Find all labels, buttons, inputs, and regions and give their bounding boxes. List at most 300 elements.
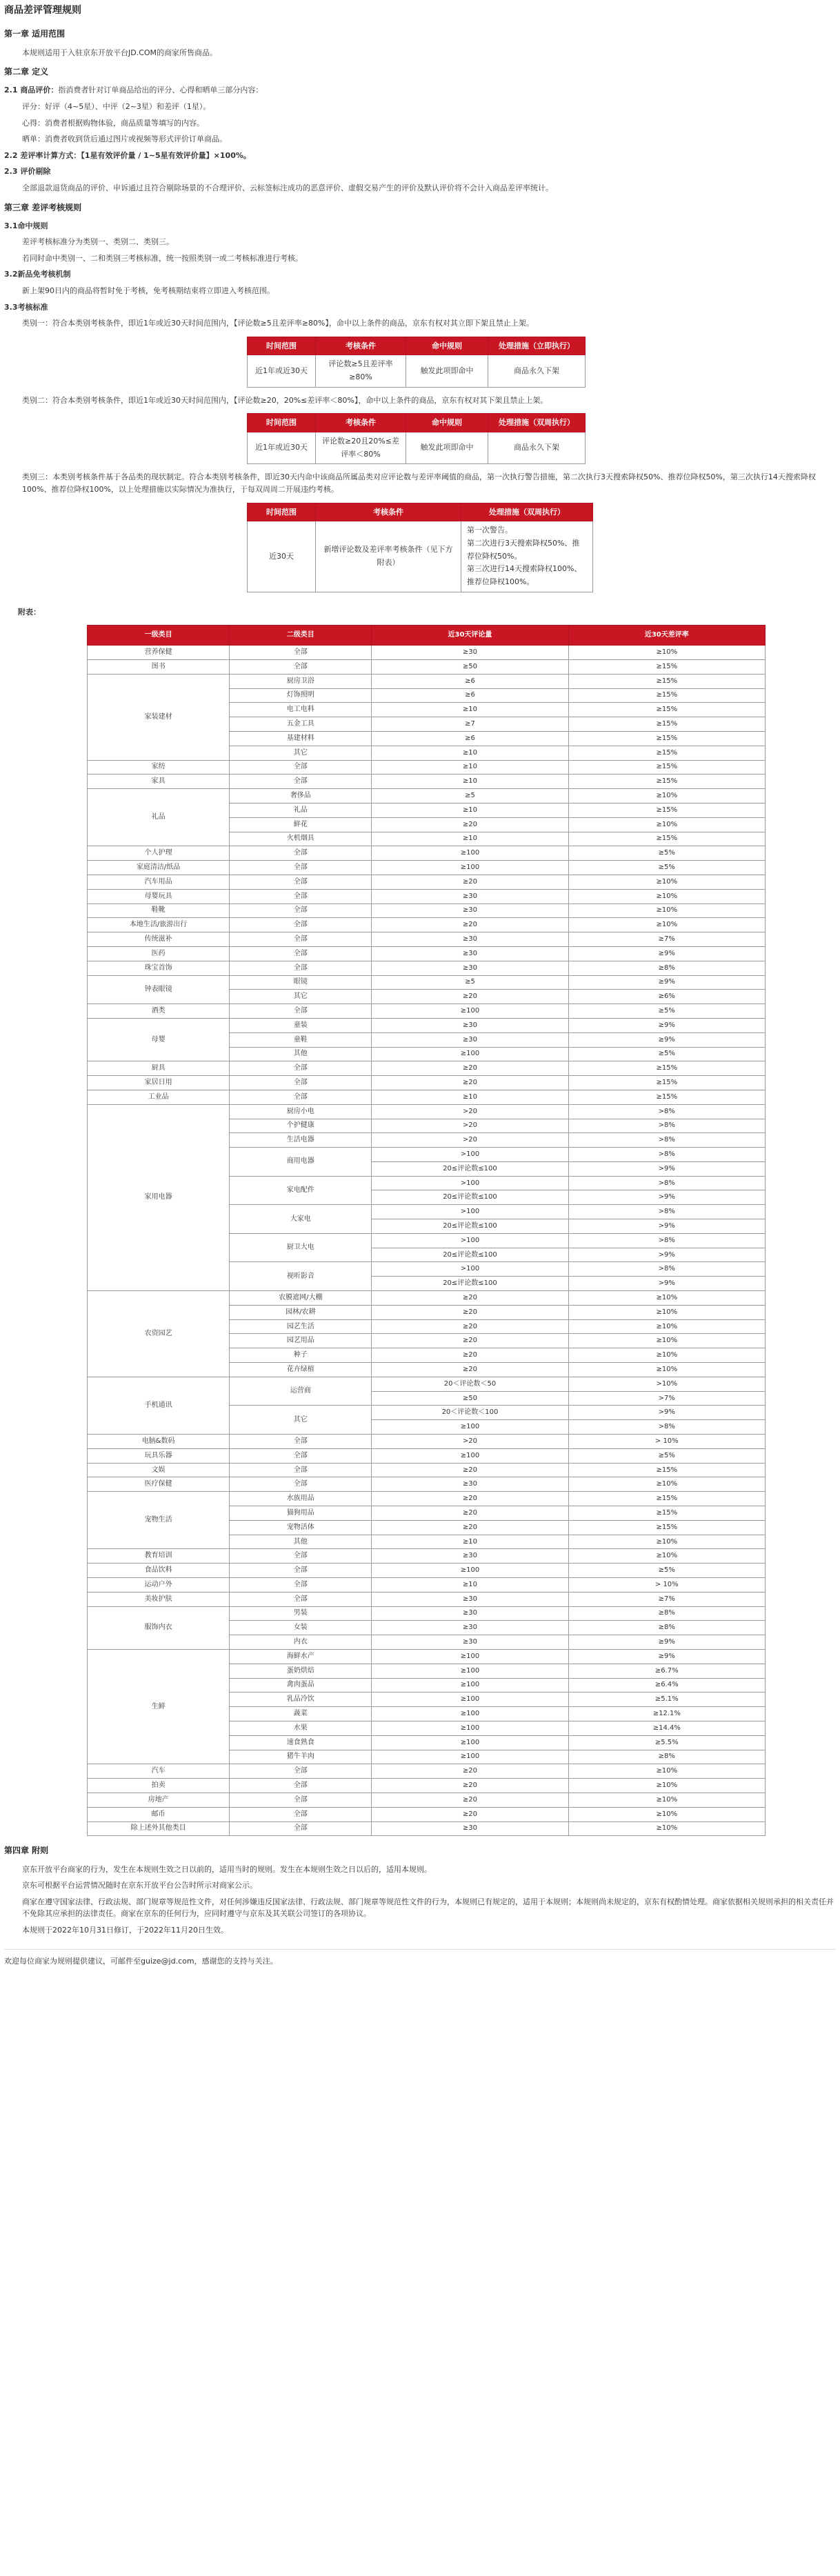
review-count-threshold: ≥20 [372, 1348, 568, 1363]
negative-rate-threshold: ≥10% [568, 918, 765, 932]
table-row [88, 1649, 766, 1664]
negative-rate-threshold: >7% [568, 1391, 765, 1406]
negative-rate-threshold: ≥5% [568, 846, 765, 861]
category-level-2: 全部 [230, 1807, 372, 1821]
category-level-1: 家装建材 [88, 674, 230, 760]
negative-rate-threshold: ≥9% [568, 975, 765, 990]
negative-rate-threshold: ≥10% [568, 889, 765, 903]
review-count-threshold: ≥20 [372, 1793, 568, 1807]
negative-rate-threshold: ≥10% [568, 789, 765, 803]
negative-rate-threshold: >10% [568, 1377, 765, 1391]
review-count-threshold: ≥100 [372, 1448, 568, 1463]
negative-rate-threshold: >8% [568, 1176, 765, 1190]
negative-rate-threshold: ≥15% [568, 1061, 765, 1076]
table-row [88, 846, 766, 861]
table-row [88, 1606, 766, 1621]
category-level-2: 全部 [230, 775, 372, 789]
negative-rate-threshold: ≥5.1% [568, 1693, 765, 1707]
table-cell: 评论数≥5且差评率≥80% [316, 355, 406, 387]
review-count-threshold: ≥7 [372, 717, 568, 732]
review-count-threshold: ≥100 [372, 1564, 568, 1578]
table-header: 考核条件 [316, 414, 406, 432]
review-count-threshold: ≥20 [372, 1061, 568, 1076]
review-count-threshold: ≥20 [372, 1506, 568, 1521]
table-cell: 商品永久下架 [488, 432, 586, 464]
negative-rate-threshold: ≥5.5% [568, 1735, 765, 1750]
negative-rate-threshold: ≥10% [568, 1779, 765, 1793]
negative-rate-threshold: ≥10% [568, 1348, 765, 1363]
category-level-1: 除上述外其他类目 [88, 1821, 230, 1836]
table-row [88, 975, 766, 990]
category-level-2: 童装 [230, 1018, 372, 1032]
category-level-1: 汽车用品 [88, 875, 230, 889]
review-count-threshold: ≥10 [372, 1090, 568, 1104]
table-row [88, 1061, 766, 1076]
category-level-1: 礼品 [88, 789, 230, 846]
category-level-1: 家具 [88, 775, 230, 789]
negative-rate-threshold: >8% [568, 1420, 765, 1435]
negative-rate-threshold: ≥10% [568, 875, 765, 889]
definition-2-2 [4, 150, 836, 162]
category-level-2: 内衣 [230, 1635, 372, 1650]
definition-2-1-text: 指消费者针对订单商品给出的评分、心得和晒单三部分内容： [58, 86, 263, 95]
negative-rate-threshold: ≥10% [568, 1793, 765, 1807]
table-row [88, 1821, 766, 1836]
review-count-threshold: ≥100 [372, 1750, 568, 1764]
definition-2-1-photo: 晒单：消费者收到货后通过图片或视频等形式评价订单商品。 [22, 134, 227, 144]
review-count-threshold: ≥10 [372, 746, 568, 760]
review-count-threshold: ≥5 [372, 975, 568, 990]
negative-rate-threshold: > 10% [568, 1435, 765, 1449]
table-row [88, 932, 766, 947]
category-level-2: 水族用品 [230, 1492, 372, 1506]
definition-2-1-review: 心得：消费者根据购物体验，商品质量等填写的内容。 [22, 118, 204, 128]
category-level-2: 五金工具 [230, 717, 372, 732]
table-row [88, 875, 766, 889]
negative-rate-threshold: >9% [568, 1161, 765, 1176]
chapter-4-title: 第四章 附则 [4, 1846, 49, 1856]
category-level-2: 其它 [230, 990, 372, 1004]
table-header: 处理措施（双周执行） [461, 503, 593, 521]
table-row [88, 775, 766, 789]
category-level-2: 运营商 [230, 1377, 372, 1406]
category-level-2: 全部 [230, 889, 372, 903]
review-count-threshold: ≥100 [372, 1649, 568, 1664]
category-level-2: 全部 [230, 1448, 372, 1463]
category-level-2: 其它 [230, 1406, 372, 1435]
negative-rate-threshold: ≥10% [568, 903, 765, 918]
table-row [88, 1090, 766, 1104]
review-count-threshold: ≥100 [372, 1721, 568, 1735]
negative-rate-threshold: ≥15% [568, 746, 765, 760]
category-level-2: 蛋奶烘焙 [230, 1664, 372, 1678]
category-1-text: 类别一：符合本类别考核条件，即近1年或近30天时间范围内，【评论数≥5且差评率≥80%】，命中以上条件的商品，京东有权对其立即下架且禁止上架。 [22, 319, 534, 328]
table-cell: 评论数≥20且20%≤差评率＜80% [316, 432, 406, 464]
negative-rate-threshold: ≥5% [568, 861, 765, 875]
category-level-2: 全部 [230, 660, 372, 675]
negative-rate-threshold: >9% [568, 1219, 765, 1234]
review-count-threshold: ≥20 [372, 1764, 568, 1779]
review-count-threshold: ≥5 [372, 789, 568, 803]
category-level-2: 其他 [230, 1535, 372, 1549]
negative-rate-threshold: ≥15% [568, 1463, 765, 1477]
table-row [88, 1463, 766, 1477]
negative-rate-threshold: ≥6% [568, 990, 765, 1004]
table-cell: 触发此项即命中 [406, 355, 488, 387]
review-count-threshold: ≥20 [372, 1363, 568, 1377]
category-level-2: 全部 [230, 1779, 372, 1793]
category-level-2: 全部 [230, 1076, 372, 1090]
table-row [88, 1578, 766, 1592]
review-count-threshold: >100 [372, 1233, 568, 1248]
category-level-2: 园艺生活 [230, 1319, 372, 1334]
negative-rate-threshold: ≥15% [568, 717, 765, 732]
negative-rate-threshold: ≥15% [568, 703, 765, 717]
negative-rate-threshold: ≥15% [568, 688, 765, 703]
category-2-table [247, 413, 586, 464]
negative-rate-threshold: ≥9% [568, 1635, 765, 1650]
negative-rate-threshold: ≥15% [568, 731, 765, 746]
category-level-1: 工业品 [88, 1090, 230, 1104]
category-level-2: 全部 [230, 760, 372, 775]
negative-rate-threshold: ≥10% [568, 646, 765, 660]
category-level-2: 猪牛羊肉 [230, 1750, 372, 1764]
category-level-2: 全部 [230, 1564, 372, 1578]
category-level-1: 鞋靴 [88, 903, 230, 918]
negative-rate-threshold: ≥10% [568, 1319, 765, 1334]
review-count-threshold: ≥20 [372, 817, 568, 832]
table-header: 处理措施（双周执行） [488, 414, 586, 432]
category-level-2: 全部 [230, 1463, 372, 1477]
table-row [88, 1004, 766, 1019]
category-level-2: 全部 [230, 861, 372, 875]
category-level-1: 农资园艺 [88, 1291, 230, 1377]
review-count-threshold: ≥30 [372, 1018, 568, 1032]
negative-rate-threshold: >8% [568, 1262, 765, 1277]
category-level-1: 图书 [88, 660, 230, 675]
category-level-2: 奢侈品 [230, 789, 372, 803]
table-row [88, 760, 766, 775]
definition-2-1-rating: 评分：好评（4~5星）、中评（2~3星）和差评（1星）。 [22, 101, 211, 111]
table-header: 考核条件 [316, 337, 406, 355]
table-row [88, 918, 766, 932]
negative-rate-threshold: >8% [568, 1104, 765, 1119]
negative-rate-threshold: ≥9% [568, 1649, 765, 1664]
review-count-threshold: ≥30 [372, 1477, 568, 1492]
negative-rate-threshold: ≥8% [568, 1750, 765, 1764]
review-count-threshold: ≥30 [372, 1635, 568, 1650]
review-count-threshold: ≥20 [372, 1305, 568, 1319]
chapter-1-title: 第一章 适用范围 [4, 29, 66, 39]
review-count-threshold: ≥30 [372, 646, 568, 660]
category-level-2: 个护健康 [230, 1119, 372, 1133]
appendix-header: 一级类目 [88, 626, 230, 646]
review-count-threshold: ≥20 [372, 1779, 568, 1793]
category-level-2: 猫狗用品 [230, 1506, 372, 1521]
negative-rate-threshold: ≥8% [568, 961, 765, 975]
review-count-threshold: ≥30 [372, 946, 568, 961]
category-level-2: 宠物活体 [230, 1520, 372, 1535]
review-count-threshold: ≥100 [372, 1693, 568, 1707]
category-level-2: 全部 [230, 846, 372, 861]
negative-rate-threshold: ≥8% [568, 1621, 765, 1635]
category-level-1: 食品饮料 [88, 1564, 230, 1578]
review-count-threshold: 20≤评论数≤100 [372, 1190, 568, 1205]
review-count-threshold: ≥30 [372, 1032, 568, 1047]
table-row [88, 961, 766, 975]
negative-rate-threshold: ≥10% [568, 1807, 765, 1821]
category-level-1: 家用电器 [88, 1104, 230, 1290]
category-level-1: 家庭清洁/纸品 [88, 861, 230, 875]
review-count-threshold: >100 [372, 1148, 568, 1162]
review-count-threshold: ≥10 [372, 703, 568, 717]
review-count-threshold: ≥100 [372, 1707, 568, 1721]
negative-rate-threshold: ≥9% [568, 946, 765, 961]
table-row [88, 1018, 766, 1032]
negative-rate-threshold: >9% [568, 1248, 765, 1262]
table-header: 考核条件 [316, 503, 461, 521]
chapter-3-title: 第三章 差评考核规则 [4, 202, 82, 212]
category-level-2: 男装 [230, 1606, 372, 1621]
category-level-2: 全部 [230, 1061, 372, 1076]
table-header: 命中规则 [406, 414, 488, 432]
category-level-1: 手机通讯 [88, 1377, 230, 1434]
chapter-4-line-4: 本规则于2022年10月31日修订，于2022年11月20日生效。 [22, 1925, 228, 1935]
category-level-1: 美妆护肤 [88, 1592, 230, 1606]
category-level-2: 全部 [230, 875, 372, 889]
category-level-2: 种子 [230, 1348, 372, 1363]
category-level-2: 全部 [230, 1592, 372, 1606]
table-header: 命中规则 [406, 337, 488, 355]
table-header: 时间范围 [248, 337, 316, 355]
table-row [88, 861, 766, 875]
review-count-threshold: ≥100 [372, 1420, 568, 1435]
definition-2-1 [4, 84, 836, 97]
chapter-2-title: 第二章 定义 [4, 67, 49, 77]
negative-rate-threshold: ≥6.4% [568, 1678, 765, 1693]
category-level-1: 房地产 [88, 1793, 230, 1807]
negative-rate-threshold: ≥5% [568, 1004, 765, 1019]
category-level-1: 医药 [88, 946, 230, 961]
category-level-2: 蔬菜 [230, 1707, 372, 1721]
category-level-1: 生鲜 [88, 1649, 230, 1764]
chapter-4-line-1: 京东开放平台商家的行为，发生在本规则生效之日以前的，适用当时的规则。发生在本规则生效之日以后的，适用本规则。 [22, 1864, 432, 1874]
review-count-threshold: ≥30 [372, 1592, 568, 1606]
review-count-threshold: ≥30 [372, 1621, 568, 1635]
table-row [88, 1477, 766, 1492]
category-level-1: 教育培训 [88, 1549, 230, 1564]
category-level-2: 家电配件 [230, 1176, 372, 1205]
category-2-text: 类别二：符合本类别考核条件，即近1年或近30天时间范围内，【评论数≥20，20%≤差评率＜80%】，命中以上条件的商品，京东有权对其下架且禁止上架。 [22, 395, 548, 405]
category-level-2: 大家电 [230, 1205, 372, 1234]
table-row [88, 1076, 766, 1090]
negative-rate-threshold: ≥10% [568, 1291, 765, 1306]
category-level-1: 家纺 [88, 760, 230, 775]
table-row [88, 1377, 766, 1391]
category-level-2: 全部 [230, 1793, 372, 1807]
table-row [88, 889, 766, 903]
table-row [88, 646, 766, 660]
negative-rate-threshold: ≥15% [568, 1076, 765, 1090]
negative-rate-threshold: ≥15% [568, 1520, 765, 1535]
review-count-threshold: >20 [372, 1104, 568, 1119]
appendix-label: 附表： [18, 607, 41, 617]
review-count-threshold: ≥6 [372, 731, 568, 746]
negative-rate-threshold: ≥15% [568, 1506, 765, 1521]
category-level-2: 童鞋 [230, 1032, 372, 1047]
category-level-2: 鲜花 [230, 817, 372, 832]
review-count-threshold: ≥10 [372, 1535, 568, 1549]
category-level-1: 电脑&数码 [88, 1435, 230, 1449]
category-level-2: 全部 [230, 932, 372, 947]
table-row [88, 946, 766, 961]
negative-rate-threshold: ≥10% [568, 1535, 765, 1549]
category-level-1: 个人护理 [88, 846, 230, 861]
review-count-threshold: ≥30 [372, 889, 568, 903]
table-row [88, 1779, 766, 1793]
table-row [88, 1564, 766, 1578]
category-level-2: 全部 [230, 1821, 372, 1836]
review-count-threshold: 20≤评论数≤100 [372, 1219, 568, 1234]
table-header: 时间范围 [248, 414, 316, 432]
review-count-threshold: ≥30 [372, 1821, 568, 1836]
negative-rate-threshold: ≥6.7% [568, 1664, 765, 1678]
category-level-1: 邮币 [88, 1807, 230, 1821]
negative-rate-threshold: ≥10% [568, 1764, 765, 1779]
category-level-1: 汽车 [88, 1764, 230, 1779]
section-3-2-label: 3.2新品免考核机制 [4, 270, 71, 279]
negative-rate-threshold: >8% [568, 1133, 765, 1148]
category-level-2: 水果 [230, 1721, 372, 1735]
category-level-2: 速食熟食 [230, 1735, 372, 1750]
review-count-threshold: ≥20 [372, 1807, 568, 1821]
review-count-threshold: 20≤评论数≤100 [372, 1248, 568, 1262]
category-level-2: 礼品 [230, 803, 372, 817]
category-level-1: 珠宝首饰 [88, 961, 230, 975]
category-level-2: 全部 [230, 903, 372, 918]
review-count-threshold: ≥6 [372, 688, 568, 703]
review-count-threshold: ≥6 [372, 674, 568, 688]
negative-rate-threshold: >8% [568, 1119, 765, 1133]
category-level-1: 医疗保健 [88, 1477, 230, 1492]
negative-rate-threshold: ≥12.1% [568, 1707, 765, 1721]
category-level-2: 厨卫大电 [230, 1233, 372, 1262]
negative-rate-threshold: ≥10% [568, 817, 765, 832]
negative-rate-threshold: ≥7% [568, 932, 765, 947]
category-level-1: 钟表眼镜 [88, 975, 230, 1004]
review-count-threshold: >20 [372, 1435, 568, 1449]
review-count-threshold: ≥20 [372, 918, 568, 932]
negative-rate-threshold: ≥15% [568, 832, 765, 846]
category-level-1: 拍卖 [88, 1779, 230, 1793]
definition-2-3-label: 2.3 评价剔除 [4, 167, 51, 177]
review-count-threshold: ≥10 [372, 803, 568, 817]
negative-rate-threshold: ≥10% [568, 1334, 765, 1348]
review-count-threshold: >100 [372, 1262, 568, 1277]
table-cell: 商品永久下架 [488, 355, 586, 387]
category-level-2: 基建材料 [230, 731, 372, 746]
table-row [88, 1448, 766, 1463]
negative-rate-threshold: ≥14.4% [568, 1721, 765, 1735]
negative-rate-threshold: >8% [568, 1205, 765, 1219]
section-3-2-text: 新上架90日内的商品将暂时免于考核，免考核期结束将立即进入考核范围。 [22, 286, 274, 296]
appendix-header: 二级类目 [230, 626, 372, 646]
review-count-threshold: 20≤评论数≤100 [372, 1161, 568, 1176]
category-level-2: 全部 [230, 1578, 372, 1592]
category-level-1: 营养保健 [88, 646, 230, 660]
review-count-threshold: ≥10 [372, 760, 568, 775]
category-1-table [247, 337, 586, 388]
category-level-2: 全部 [230, 918, 372, 932]
review-count-threshold: 20＜评论数＜100 [372, 1406, 568, 1420]
table-row [88, 1104, 766, 1119]
category-3-text: 类别三：本类别考核条件基于各品类的现状制定。符合本类别考核条件，即近30天内命中该商品所属品类对应评论数与差评率阈值的商品，第一次执行警告措施，第二次执行3天搜索降权50%、推荐位降权50%，第三次执行14天搜索降权100%、推荐位降权100%，以上处理措施以实际情况为准执行，于每双周周二开展违约考核。 [22, 472, 816, 494]
review-count-threshold: 20＜评论数＜50 [372, 1377, 568, 1391]
definition-2-2-formula: 【1星有效评价量 / 1~5星有效评价量】×100%。 [81, 150, 251, 160]
appendix-header: 近30天评论量 [372, 626, 568, 646]
category-level-2: 全部 [230, 1549, 372, 1564]
category-level-1: 本地生活/旅游出行 [88, 918, 230, 932]
table-header: 时间范围 [248, 503, 316, 521]
review-count-threshold: ≥50 [372, 660, 568, 675]
category-level-1: 厨具 [88, 1061, 230, 1076]
negative-rate-threshold: ≥9% [568, 1032, 765, 1047]
category-level-2: 乳品冷饮 [230, 1693, 372, 1707]
chapter-4-line-3: 商家在遵守国家法律、行政法规、部门规章等规范性文件，对任何涉嫌违反国家法律、行政法规、部门规章等规范性文件的行为，本规则已有规定的，适用于本规则；本规则尚未规定的，京东有权酌情处理。商家依据相关规则承担的相关责任并不免除其应承担的法律责任。商家在京东的任何行为，应同时遵守与京东及其关联公司签订的各项协议。 [22, 1897, 834, 1919]
category-level-2: 园艺用品 [230, 1334, 372, 1348]
category-level-2: 全部 [230, 946, 372, 961]
category-level-2: 电工电料 [230, 703, 372, 717]
category-level-2: 园林/农耕 [230, 1305, 372, 1319]
review-count-threshold: >20 [372, 1119, 568, 1133]
category-level-2: 其他 [230, 1047, 372, 1061]
table-row [88, 1592, 766, 1606]
table-cell: 第一次警告。 第二次进行3天搜索降权50%、推荐位降权50%。 第三次进行14天搜索降权100%、推荐位降权100%。 [461, 521, 593, 592]
section-3-1-label: 3.1命中规则 [4, 221, 48, 230]
table-cell: 近1年或近30天 [248, 432, 316, 464]
category-level-2: 花卉绿植 [230, 1363, 372, 1377]
negative-rate-threshold: ≥15% [568, 760, 765, 775]
definition-2-3-text: 全部退款退货商品的评价、申诉通过且符合剔除场景的不合理评价、云标签标注成功的恶意评价、虚假交易产生的评价及默认评价将不会计入商品差评率统计。 [22, 183, 553, 192]
review-count-threshold: >100 [372, 1176, 568, 1190]
appendix-table [87, 625, 766, 1836]
review-count-threshold: ≥20 [372, 1319, 568, 1334]
table-row [88, 1435, 766, 1449]
table-row [88, 903, 766, 918]
table-cell: 触发此项即命中 [406, 432, 488, 464]
negative-rate-threshold: ≥15% [568, 775, 765, 789]
review-count-threshold: >20 [372, 1133, 568, 1148]
negative-rate-threshold: > 10% [568, 1578, 765, 1592]
category-level-2: 全部 [230, 1764, 372, 1779]
category-level-2: 禽肉蛋品 [230, 1678, 372, 1693]
review-count-threshold: ≥20 [372, 1463, 568, 1477]
negative-rate-threshold: ≥15% [568, 674, 765, 688]
review-count-threshold: ≥30 [372, 961, 568, 975]
review-count-threshold: ≥30 [372, 903, 568, 918]
table-row [88, 660, 766, 675]
table-row [88, 1291, 766, 1306]
review-count-threshold: >100 [372, 1205, 568, 1219]
category-level-2: 厨房小电 [230, 1104, 372, 1119]
table-row [88, 789, 766, 803]
negative-rate-threshold: >9% [568, 1277, 765, 1291]
review-count-threshold: ≥100 [372, 846, 568, 861]
table-cell: 近30天 [248, 521, 316, 592]
category-level-2: 生活电器 [230, 1133, 372, 1148]
category-level-2: 海鲜水产 [230, 1649, 372, 1664]
chapter-4-line-2: 京东可根据平台运营情况随时在京东开放平台公告时所示对商家公示。 [22, 1881, 257, 1890]
